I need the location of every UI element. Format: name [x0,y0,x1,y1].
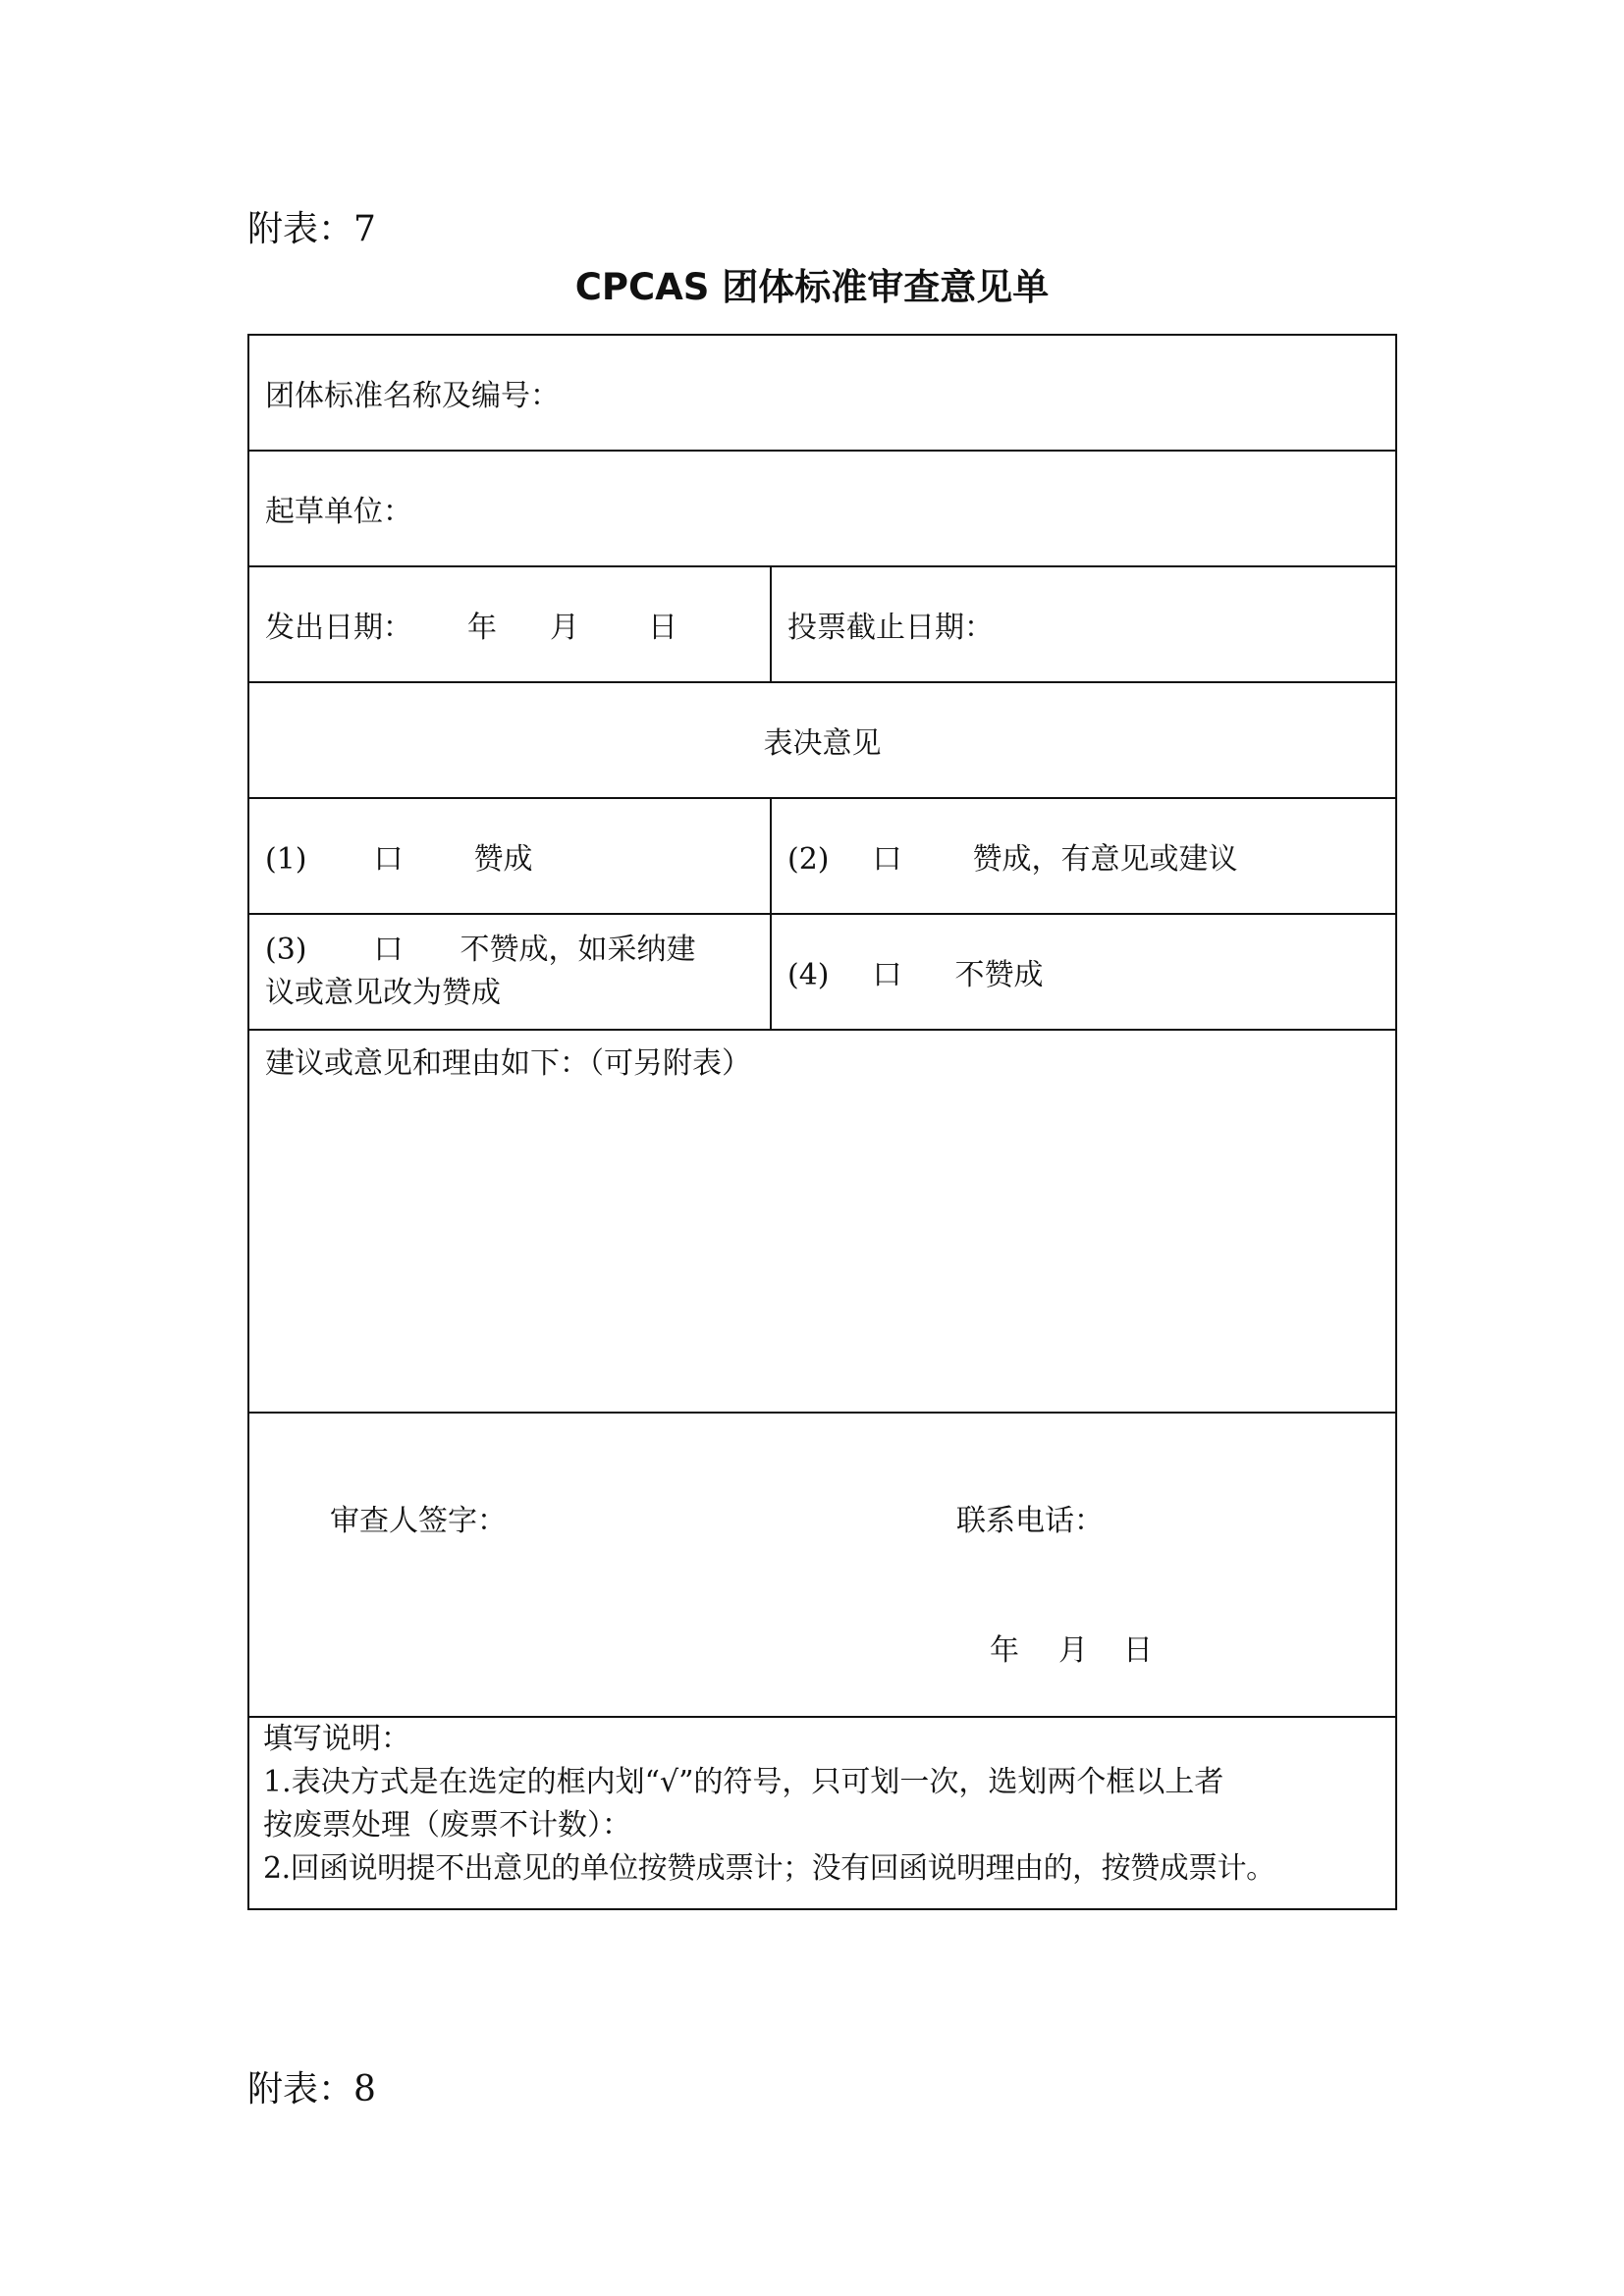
vote-option-4[interactable] [771,914,1396,1030]
issue-year: 年 [467,611,497,645]
option-1-label: 赞成 [473,842,533,877]
signature-month: 月 [1058,1633,1088,1668]
comments-label: 建议或意见和理由如下：（可另附表） [265,1046,751,1081]
option-3-checkbox[interactable]: 口 [373,933,404,967]
signature-cell [248,1413,1396,1717]
standard-name-row [248,335,1396,451]
vote-option-1[interactable] [248,798,771,914]
drafter-field[interactable]: 起草单位： [248,451,1396,566]
vote-option-2[interactable] [771,798,1396,914]
signature-day: 日 [1123,1633,1153,1668]
signature-year: 年 [990,1633,1019,1668]
option-1-number: (1) [265,842,307,877]
issue-month: 月 [550,611,579,645]
vote-heading-row [248,682,1396,798]
option-4-label: 不赞成 [954,958,1044,992]
issue-date-label: 发出日期： [265,611,412,645]
option-3-label-line2: 议或意见改为赞成 [265,976,501,1010]
vote-deadline-field[interactable]: 投票截止日期： [771,566,1396,682]
drafter-row [248,451,1396,566]
notes-line-1: 1.表决方式是在选定的框内划“√”的符号，只可划一次，选划两个框以上者 [263,1765,1224,1799]
appendix-label-7: 附表：7 [247,209,376,249]
vote-option-3[interactable] [248,914,771,1030]
filling-instructions [248,1717,1396,1909]
review-opinion-form [247,334,1397,1910]
notes-row [248,1717,1396,1909]
comments-row [248,1030,1396,1413]
date-row [248,566,1396,682]
option-2-checkbox[interactable]: 口 [872,842,902,877]
issue-date-field[interactable] [248,566,771,682]
form-title: CPCAS 团体标准审查意见单 [574,266,1050,308]
notes-line-2: 按废票处理（废票不计数）： [263,1808,631,1842]
option-1-checkbox[interactable]: 口 [373,842,404,877]
option-4-checkbox[interactable]: 口 [872,958,902,992]
option-2-label: 赞成，有意见或建议 [972,842,1238,877]
standard-name-field[interactable]: 团体标准名称及编号： [248,335,1396,451]
signature-row [248,1413,1396,1717]
comments-field[interactable] [248,1030,1396,1413]
option-4-number: (4) [787,958,830,992]
option-3-label-line1: 不赞成，如采纳建 [460,933,696,967]
vote-heading: 表决意见 [248,682,1396,798]
contact-phone-label[interactable]: 联系电话： [956,1504,1104,1538]
vote-options-row-1 [248,798,1396,914]
option-2-number: (2) [787,842,830,877]
appendix-label-8: 附表：8 [247,2069,376,2109]
vote-options-row-2 [248,914,1396,1030]
notes-line-3: 2.回函说明提不出意见的单位按赞成票计；没有回函说明理由的，按赞成票计。 [263,1851,1275,1886]
reviewer-signature-label[interactable]: 审查人签字： [330,1504,507,1538]
option-3-number: (3) [265,933,307,967]
notes-heading: 填写说明： [263,1722,410,1756]
issue-day: 日 [648,611,677,645]
